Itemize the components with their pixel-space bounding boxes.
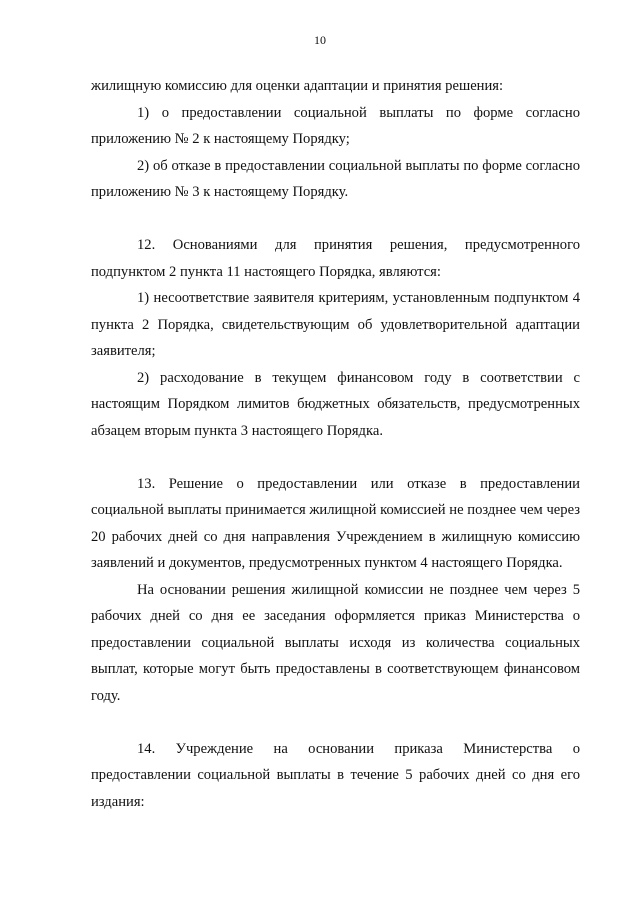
document-body <box>91 73 580 815</box>
paragraph-item-2: 2) об отказе в предоставлении социальной выплаты по форме согласно приложению № 3 к настоящему Порядку. <box>91 157 580 200</box>
paragraph-continuation: жилищную комиссию для оценки адаптации и принятия решения: <box>91 78 504 94</box>
page-number: 10 <box>314 33 326 47</box>
paragraph-clause-13-part-2: На основании решения жилищной комиссии не позднее чем через 5 рабочих дней со дня ее заседания оформляется приказ Министерства о предоставлении социальной выплаты исходя из количества социальных выплат, которые могут быть предоставлены в соответствующем финансовом году. <box>91 581 580 704</box>
paragraph-clause-14: 14. Учреждение на основании приказа Министерства о предоставлении социальной выплаты в течение 5 рабочих дней со дня его издания: <box>91 740 580 810</box>
paragraph-item-1: 1) о предоставлении социальной выплаты по форме согласно приложению № 2 к настоящему Порядку; <box>91 104 580 147</box>
paragraph-clause-12: 12. Основаниями для принятия решения, предусмотренного подпунктом 2 пункта 11 настоящего Порядка, являются: <box>91 237 580 280</box>
paragraph-clause-12-item-2: 2) расходование в текущем финансовом году в соответствии с настоящим Порядком лимитов бюджетных обязательств, предусмотренных абзацем вторым пункта 3 настоящего Порядка. <box>91 369 580 439</box>
paragraph-clause-12-item-1: 1) несоответствие заявителя критериям, установленным подпунктом 4 пункта 2 Порядка, свидетельствующим об удовлетворительной адаптации заявителя; <box>91 290 580 359</box>
paragraph-clause-13: 13. Решение о предоставлении или отказе в предоставлении социальной выплаты принимается жилищной комиссией не позднее чем через 20 рабочих дней со дня направления Учреждением в жилищную комиссию заявлений и документов, предусмотренных пунктом 4 настоящего Порядка. <box>91 475 580 571</box>
